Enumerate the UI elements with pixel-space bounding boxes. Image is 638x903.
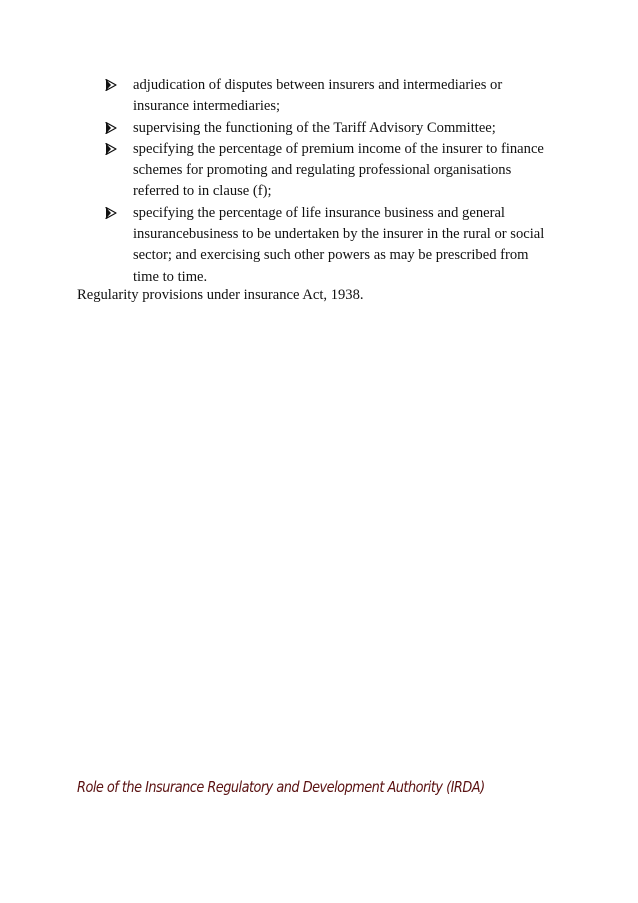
bullet-line: insurance intermediaries; bbox=[133, 98, 281, 115]
arrowhead-bullet-icon bbox=[105, 75, 119, 96]
list-item bbox=[105, 203, 575, 288]
body-paragraph: Regularity provisions under insurance Act, 1938. bbox=[77, 287, 364, 303]
bullet-line: supervising the functioning of the Tariff Advisory Committee; bbox=[133, 119, 496, 136]
arrowhead-bullet-icon bbox=[105, 203, 119, 224]
bullet-line: specifying the percentage of life insurance business and general bbox=[133, 204, 505, 221]
bullet-line: specifying the percentage of premium income of the insurer to finance bbox=[133, 140, 544, 157]
list-item bbox=[105, 139, 575, 203]
list-item bbox=[105, 75, 575, 118]
bullet-line: time to time. bbox=[133, 268, 208, 285]
bullet-line: sector; and exercising such other powers as may be prescribed from bbox=[133, 247, 529, 264]
bullet-line: referred to in clause (f); bbox=[133, 183, 272, 200]
list-item bbox=[105, 118, 575, 139]
bullet-line: insurancebusiness to be undertaken by the insurer in the rural or social bbox=[133, 226, 545, 243]
section-heading: Role of the Insurance Regulatory and Development Authority (IRDA) bbox=[77, 778, 485, 796]
arrowhead-bullet-icon bbox=[105, 118, 119, 139]
bullet-line: adjudication of disputes between insurers and intermediaries or bbox=[133, 77, 503, 93]
bullet-list bbox=[105, 75, 575, 288]
bullet-line: schemes for promoting and regulating professional organisations bbox=[133, 162, 512, 179]
arrowhead-bullet-icon bbox=[105, 139, 119, 160]
